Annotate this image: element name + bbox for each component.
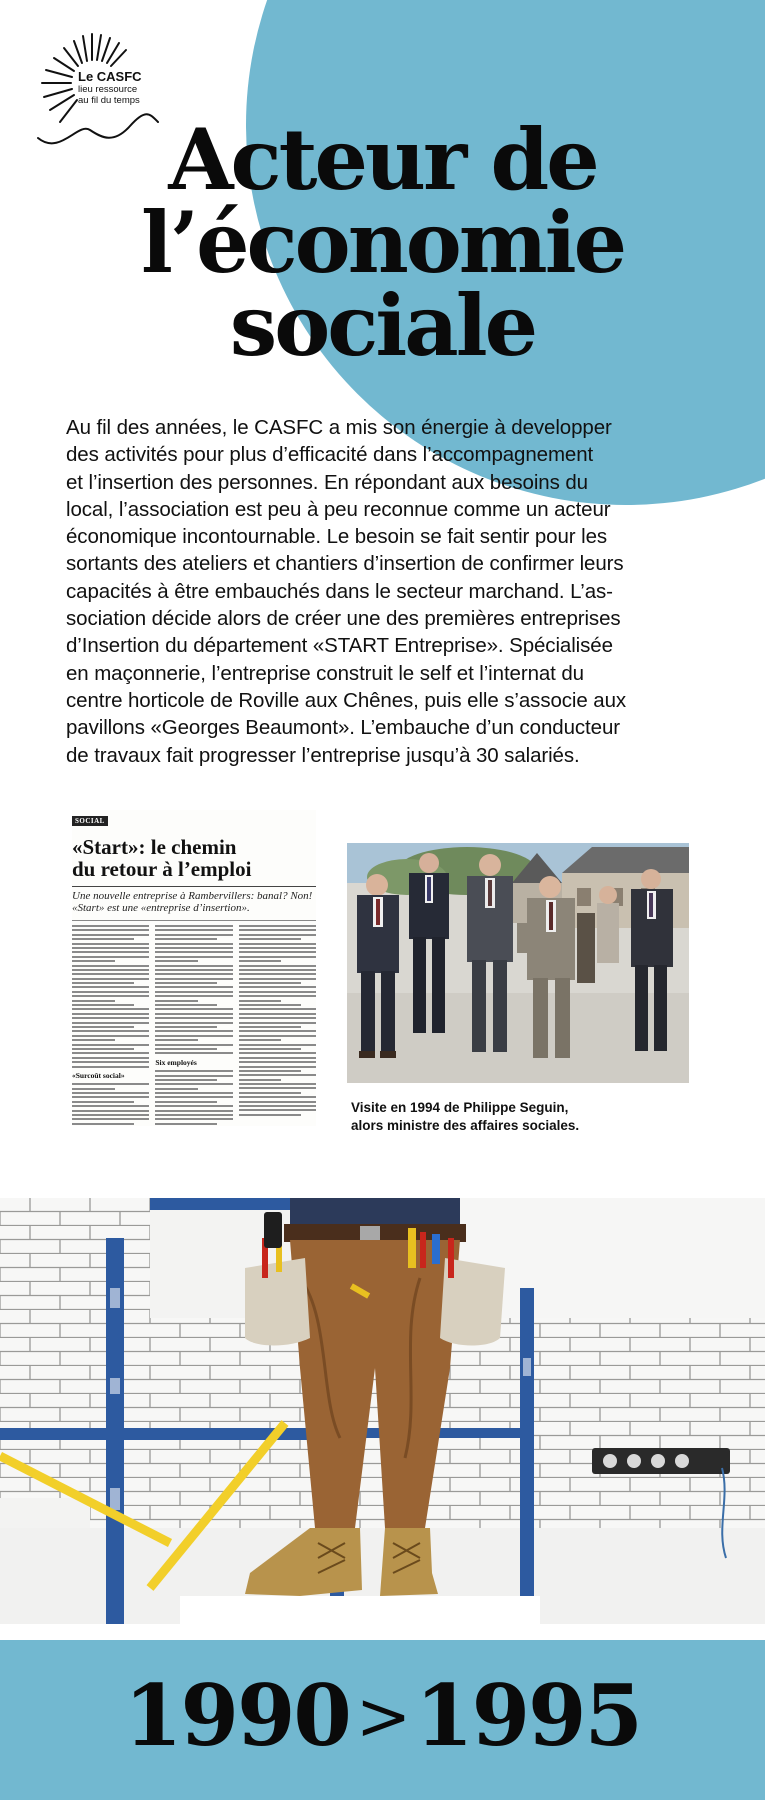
clipping-text-line (72, 995, 149, 997)
clipping-text-line (239, 1030, 316, 1032)
year-end: 1995 (415, 1666, 641, 1765)
clipping-text-line (155, 951, 232, 953)
intro-line: local, l’association est peu à peu reconnue comme un acteur (66, 497, 611, 521)
clipping-text-line (155, 1079, 217, 1081)
intro-line: centre horticole de Roville aux Chênes, puis elle s’associe aux (66, 688, 627, 712)
clipping-text-line (72, 951, 149, 953)
clipping-subhead: «Surcoût social» (72, 1070, 125, 1080)
clipping-text-line (239, 969, 316, 971)
clipping-text-line (155, 929, 232, 931)
clipping-text-line (72, 1052, 149, 1054)
logo-text (78, 70, 142, 106)
clipping-headline (72, 836, 316, 880)
clipping-text-line (155, 1008, 232, 1010)
clipping-text-line (72, 1096, 149, 1098)
clipping-text-line (72, 1083, 149, 1085)
clipping-text-line (239, 995, 316, 997)
clipping-text-line (72, 969, 149, 971)
clipping-text-line (155, 960, 198, 962)
clipping-text-line (239, 1026, 301, 1028)
clipping-text-line (72, 1066, 149, 1068)
clipping-text-line (239, 934, 316, 936)
clipping-text-line (72, 965, 149, 967)
clipping-text-line (72, 1044, 149, 1046)
clipping-text-line (155, 1048, 217, 1050)
title-line-1: Acteur de (168, 110, 597, 209)
clipping-text-line (155, 1092, 232, 1094)
clipping-text-line (72, 925, 149, 927)
clipping-text-line (239, 1048, 301, 1050)
newspaper-clipping (72, 810, 316, 1126)
clipping-text-line (72, 960, 115, 962)
clipping-text-line (72, 934, 149, 936)
clipping-text-line (155, 938, 217, 940)
clipping-text-line (72, 1105, 149, 1107)
clipping-text-line (72, 973, 149, 975)
clipping-text-line (72, 991, 149, 993)
clipping-text-line (239, 978, 316, 980)
clipping-headline-line1: «Start»: le chemin (72, 835, 237, 859)
clipping-text-line (155, 1017, 232, 1019)
intro-line: des activités pour plus d’efficacité dans l’accompagnement (66, 443, 594, 467)
clipping-text-line (72, 943, 149, 945)
clipping-text-line (155, 1026, 217, 1028)
clipping-text-line (155, 991, 232, 993)
logo-name: Le CASFC (78, 69, 142, 84)
clipping-text-line (155, 1101, 217, 1103)
clipping-subhead: Six employés (155, 1057, 197, 1067)
clipping-text-line (155, 1000, 198, 1002)
clipping-text-line (239, 982, 301, 984)
clipping-text-line (72, 1123, 134, 1125)
clipping-text-line (155, 1013, 232, 1015)
clipping-text-line (72, 1061, 149, 1063)
intro-line: sortants des ateliers et chantiers d’insertion de confirmer leurs (66, 552, 624, 576)
clipping-text-line (72, 1017, 149, 1019)
clipping-text-line (155, 1083, 232, 1085)
clipping-text-line (239, 1057, 316, 1059)
clipping-text-line (155, 1096, 232, 1098)
clipping-text-line (239, 1039, 282, 1041)
clipping-text-line (239, 973, 316, 975)
clipping-text-line (155, 973, 232, 975)
clipping-text-line (155, 982, 217, 984)
clipping-text-line (155, 995, 232, 997)
clipping-text-line (72, 986, 149, 988)
clipping-text-line (239, 965, 316, 967)
clipping-text-line (72, 956, 149, 958)
clipping-text-line (155, 1105, 232, 1107)
intro-line: de travaux fait progresser l’entreprise jusqu’à 30 salariés. (66, 743, 580, 767)
clipping-columns (72, 920, 316, 1125)
clipping-text-line (155, 925, 232, 927)
archive-photo (347, 843, 689, 1083)
clipping-text-line (155, 1052, 232, 1054)
intro-line: en maçonnerie, l’entreprise construit le self et l’internat du (66, 661, 584, 685)
clipping-text-line (239, 1105, 316, 1107)
clipping-text-line (72, 1022, 149, 1024)
clipping-text-line (239, 1008, 316, 1010)
clipping-text-line (155, 1123, 217, 1125)
clipping-text-line (72, 1030, 149, 1032)
clipping-text-line (239, 1052, 316, 1054)
clipping-text-line (239, 1017, 316, 1019)
clipping-text-line (239, 1035, 316, 1037)
clipping-text-line (239, 1101, 316, 1103)
clipping-text-line (155, 1110, 232, 1112)
clipping-text-line (239, 1013, 316, 1015)
clipping-text-line (155, 1030, 232, 1032)
clipping-text-line (155, 947, 232, 949)
clipping-text-line (72, 982, 134, 984)
clipping-text-line (239, 938, 301, 940)
clipping-text-line (155, 1070, 232, 1072)
clipping-text-line (72, 1101, 134, 1103)
clipping-text-line (155, 943, 232, 945)
clipping-text-line (155, 934, 232, 936)
clipping-text-line (239, 1092, 301, 1094)
clipping-text-line (239, 943, 316, 945)
clipping-text-line (72, 1004, 134, 1006)
clipping-text-line (155, 1075, 232, 1077)
clipping-text-line (239, 986, 316, 988)
clipping-text-line (155, 1088, 198, 1090)
clipping-rubric: SOCIAL (72, 816, 108, 826)
clipping-text-line (155, 1035, 232, 1037)
clipping-text-line (72, 1039, 115, 1041)
logo-tagline-line2: au fil du temps (78, 95, 140, 106)
clipping-text-line (72, 1000, 115, 1002)
clipping-text-line (239, 1087, 316, 1089)
clipping-text-line (155, 965, 232, 967)
clipping-text-line (155, 1114, 232, 1116)
worker-illustration (0, 1198, 765, 1624)
logo-tagline-line1: lieu ressource (78, 84, 138, 95)
clipping-text-line (239, 1066, 316, 1068)
title-line-2: l’économie (140, 193, 625, 292)
clipping-text-line (155, 1039, 198, 1041)
clipping-column (239, 925, 316, 1125)
clipping-text-line (239, 1079, 282, 1081)
clipping-text-line (72, 929, 149, 931)
intro-line: économique incontournable. Le besoin se fait sentir pour les (66, 525, 608, 549)
clipping-text-line (72, 1057, 149, 1059)
clipping-column (72, 925, 149, 1125)
intro-paragraph (66, 414, 712, 769)
clipping-text-line (239, 1074, 316, 1076)
clipping-text-line (239, 1096, 316, 1098)
clipping-text-line (72, 1088, 115, 1090)
clipping-text-line (155, 978, 232, 980)
photo-illustration (347, 843, 689, 1083)
clipping-text-line (239, 956, 316, 958)
intro-line: et l’insertion des personnes. En répondant aux besoins du (66, 470, 588, 494)
years-range (0, 1660, 765, 1779)
clipping-text-line (239, 960, 282, 962)
clipping-text-line (239, 1083, 316, 1085)
intro-line: sociation décide alors de créer une des premières entreprises (66, 607, 621, 631)
clipping-text-line (72, 1013, 149, 1015)
clipping-deck: Une nouvelle entreprise à Rambervillers: banal? Non! «Start» est une «entreprise d’insertion». (72, 886, 316, 914)
intro-line: d’Insertion du département «START Entreprise». Spécialisée (66, 634, 613, 658)
clipping-text-line (239, 1109, 316, 1111)
clipping-text-line (239, 929, 316, 931)
title-line-3: sociale (229, 276, 536, 375)
clipping-column (155, 925, 232, 1125)
clipping-text-line (72, 1035, 149, 1037)
clipping-text-line (72, 1026, 134, 1028)
photo-caption (351, 1099, 681, 1135)
page-title (0, 110, 765, 375)
clipping-text-line (239, 1114, 301, 1116)
clipping-text-line (155, 1004, 217, 1006)
clipping-text-line (239, 947, 316, 949)
clipping-text-line (155, 986, 232, 988)
clipping-text-line (72, 1110, 149, 1112)
intro-line: capacités à être embauchés dans le secteur marchand. L’as- (66, 579, 613, 603)
intro-line: pavillons «Georges Beaumont». L’embauche d’un conducteur (66, 716, 620, 740)
clipping-text-line (72, 1118, 149, 1120)
clipping-text-line (239, 1044, 316, 1046)
year-separator: > (355, 1678, 410, 1755)
clipping-text-line (155, 1118, 232, 1120)
clipping-text-line (72, 947, 149, 949)
clipping-text-line (239, 925, 316, 927)
clipping-text-line (239, 1070, 301, 1072)
clipping-text-line (155, 1022, 232, 1024)
clipping-text-line (72, 1114, 149, 1116)
clipping-text-line (239, 1061, 316, 1063)
clipping-text-line (239, 1004, 301, 1006)
clipping-text-line (239, 991, 316, 993)
caption-line1: Visite en 1994 de Philippe Seguin, (351, 1100, 569, 1115)
clipping-text-line (239, 1022, 316, 1024)
worker-photo (0, 1198, 765, 1624)
clipping-text-line (155, 956, 232, 958)
intro-line: Au fil des années, le CASFC a mis son énergie à developper (66, 416, 612, 439)
clipping-text-line (72, 938, 134, 940)
clipping-text-line (72, 1008, 149, 1010)
clipping-text-line (72, 1048, 134, 1050)
clipping-text-line (239, 951, 316, 953)
clipping-text-line (155, 969, 232, 971)
clipping-headline-line2: du retour à l’emploi (72, 857, 252, 881)
clipping-text-line (72, 978, 149, 980)
caption-line2: alors ministre des affaires sociales. (351, 1118, 580, 1133)
clipping-text-line (72, 1092, 149, 1094)
year-start: 1990 (124, 1666, 350, 1765)
clipping-text-line (239, 1000, 282, 1002)
clipping-text-line (155, 1044, 232, 1046)
